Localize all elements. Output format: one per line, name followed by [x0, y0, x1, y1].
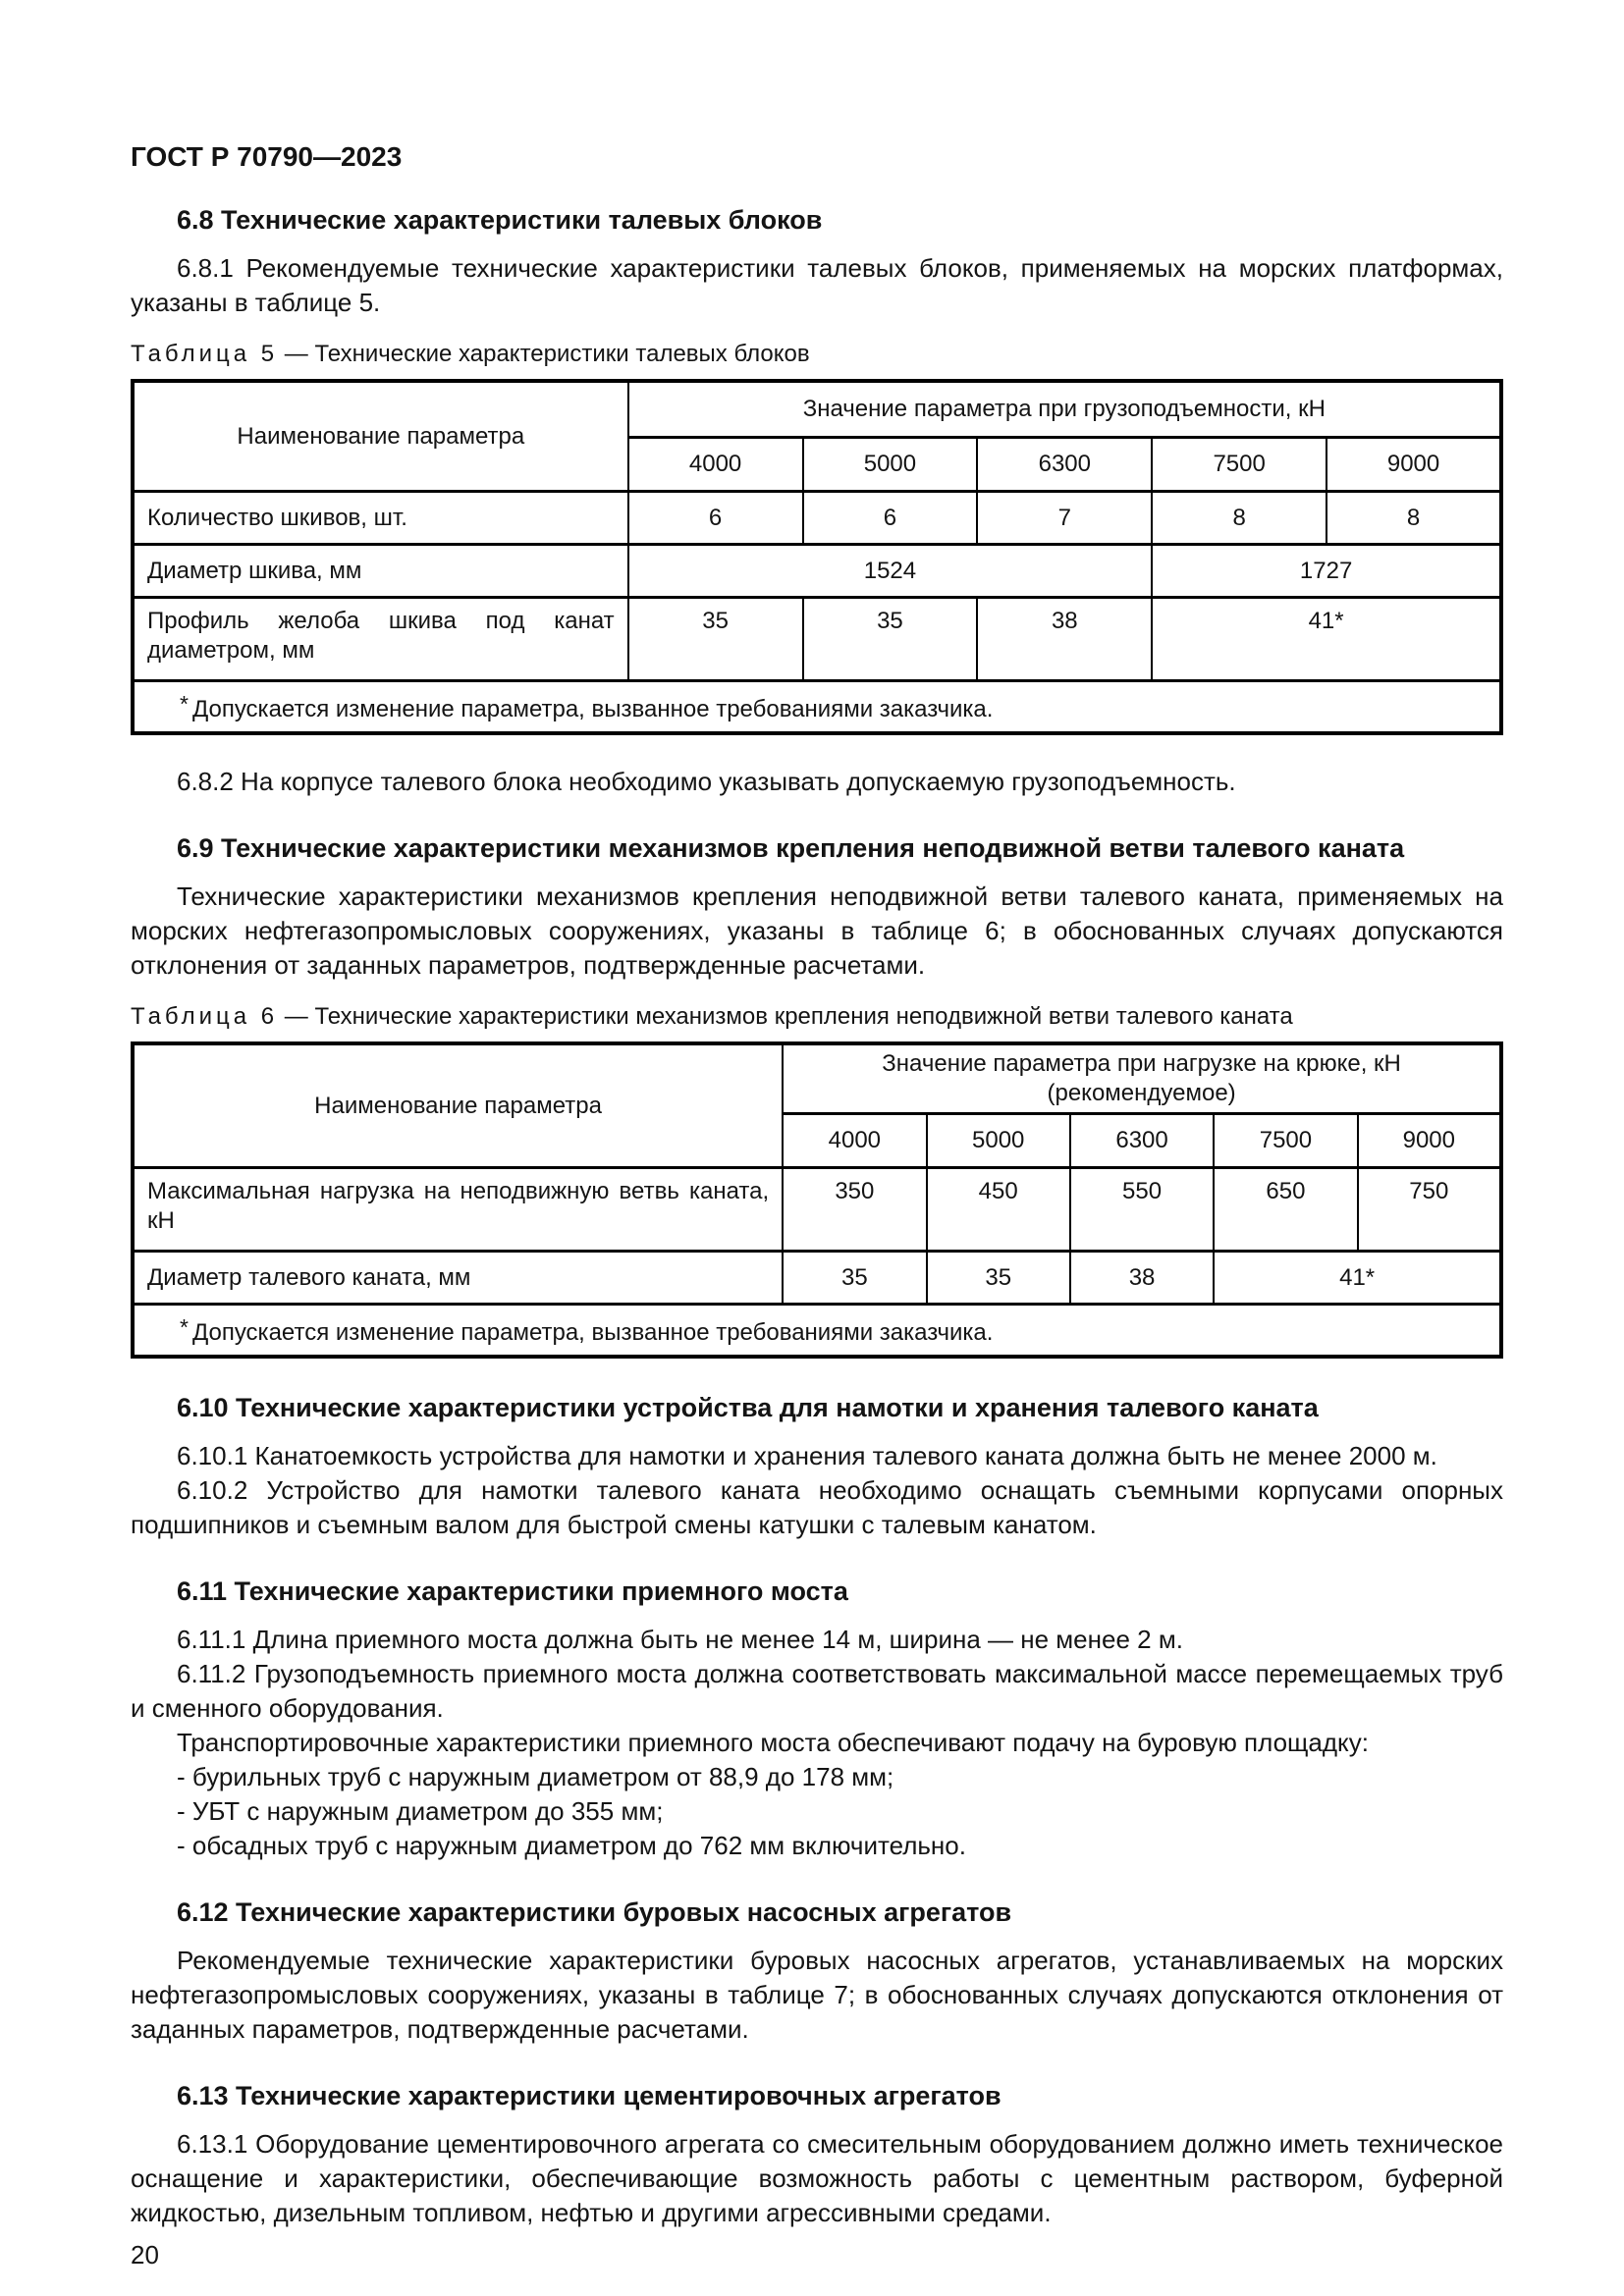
section-6-10-heading: 6.10 Технические характеристики устройства для намотки и хранения талевого каната	[177, 1393, 1319, 1422]
table5-row2-value-1: 1524	[628, 545, 1153, 598]
table5-row-sheave-diameter	[133, 545, 1501, 598]
table5-row1-value-3: 7	[977, 492, 1152, 545]
table5-load-col-3: 6300	[977, 438, 1152, 492]
section-6-8-heading: 6.8 Технические характеристики талевых блоков	[177, 205, 823, 235]
table5-caption-text: — Технические характеристики талевых блоков	[284, 341, 810, 367]
table5-row1-value-2: 6	[803, 492, 978, 545]
paragraph-6-11-transport: Транспортировочные характеристики приемного моста обеспечивают подачу на буровую площадку:	[177, 1728, 1369, 1757]
table6-row-rope-diameter	[133, 1252, 1501, 1305]
page-number: 20	[131, 2240, 159, 2269]
table5-row2-name: Диаметр шкива, мм	[133, 545, 628, 598]
table6-value-header-cell: Значение параметра при нагрузке на крюке, кН (рекомендуемое)	[783, 1043, 1501, 1114]
table6-caption-text: — Технические характеристики механизмов крепления неподвижной ветви талевого каната	[284, 1003, 1293, 1030]
paragraph-6-11-2: 6.11.2 Грузоподъемность приемного моста должна соответствовать максимальной массе перемещаемых труб и сменного оборудования.	[131, 1659, 1503, 1723]
table6-footnote-marker: *	[180, 1314, 189, 1340]
table5-footnote-row	[133, 681, 1501, 734]
table6-caption-label: Таблица 6	[131, 1003, 279, 1030]
section-6-11-heading: 6.11 Технические характеристики приемного моста	[177, 1576, 848, 1606]
paragraph-6-12: Рекомендуемые технические характеристики буровых насосных агрегатов, устанавливаемых на морских нефтегазопромысловых сооружениях, указаны в таблице 7; в обоснованных случаях допускаются отклонения от заданных параметров, подтвержденные расчетами.	[131, 1946, 1503, 2044]
paragraph-6-8-1: 6.8.1 Рекомендуемые технические характеристики талевых блоков, применяемых на морских платформах, указаны в таблице 5.	[131, 253, 1503, 317]
table5-load-col-1: 4000	[628, 438, 803, 492]
table5-row1-name: Количество шкивов, шт.	[133, 492, 628, 545]
paragraph-6-13-1: 6.13.1 Оборудование цементировочного агрегата со смесительным оборудованием должно иметь техническое оснащение и характеристики, обеспечивающие возможность работы с цементным раствором, буферной жидкостью, дизельным топливом, нефтью и другими агрессивными средами.	[131, 2129, 1503, 2227]
table6-row1-value-2: 450	[927, 1168, 1070, 1252]
table6-load-col-2: 5000	[927, 1114, 1070, 1168]
table5-row3-value-3: 38	[977, 598, 1152, 681]
table5-row2-value-2: 1727	[1152, 545, 1501, 598]
table5-footnote-marker: *	[180, 691, 189, 717]
table6-header-row-1	[133, 1043, 1501, 1114]
paragraph-6-10-1: 6.10.1 Канатоемкость устройства для намотки и хранения талевого каната должна быть не менее 2000 м.	[177, 1441, 1437, 1470]
table6-row-max-load	[133, 1168, 1501, 1252]
table5-load-col-4: 7500	[1152, 438, 1326, 492]
table5	[131, 379, 1503, 735]
table6-footnote-row	[133, 1305, 1501, 1358]
table5-row1-value-1: 6	[628, 492, 803, 545]
table6-footnote-text: Допускается изменение параметра, вызванное требованиями заказчика.	[191, 1319, 994, 1346]
section-6-13-heading: 6.13 Технические характеристики цементировочных агрегатов	[177, 2081, 1001, 2110]
table6	[131, 1041, 1503, 1359]
table6-row1-value-4: 650	[1214, 1168, 1357, 1252]
table5-caption-label: Таблица 5	[131, 341, 279, 367]
table5-row3-name: Профиль желоба шкива под канат диаметром, мм	[133, 598, 628, 681]
table6-row1-name: Максимальная нагрузка на неподвижную ветвь каната, кН	[133, 1168, 783, 1252]
table5-caption	[131, 340, 1503, 369]
table5-header-row-1	[133, 381, 1501, 438]
table6-param-header-cell: Наименование параметра	[133, 1043, 783, 1168]
list-item-casing-pipes: - обсадных труб с наружным диаметром до 762 мм включительно.	[177, 1831, 966, 1860]
table5-row-groove-profile	[133, 598, 1501, 681]
table5-load-col-5: 9000	[1326, 438, 1501, 492]
table6-load-col-4: 7500	[1214, 1114, 1357, 1168]
document-code: ГОСТ Р 70790—2023	[131, 141, 403, 172]
table5-row1-value-5: 8	[1326, 492, 1501, 545]
table6-row2-value-1: 35	[783, 1252, 926, 1305]
table5-row3-value-4: 41*	[1152, 598, 1501, 681]
paragraph-6-10-2: 6.10.2 Устройство для намотки талевого каната необходимо оснащать съемными корпусами опорных подшипников и съемным валом для быстрой смены катушки с талевым канатом.	[131, 1475, 1503, 1539]
table6-row1-value-3: 550	[1070, 1168, 1214, 1252]
table6-row2-value-4: 41*	[1214, 1252, 1501, 1305]
table6-load-col-3: 6300	[1070, 1114, 1214, 1168]
table6-caption	[131, 1002, 1503, 1032]
table6-footnote	[133, 1305, 1501, 1358]
table6-row1-value-1: 350	[783, 1168, 926, 1252]
paragraph-6-8-2: 6.8.2 На корпусе талевого блока необходимо указывать допускаемую грузоподъемность.	[177, 767, 1236, 796]
list-item-drill-pipes: - бурильных труб с наружным диаметром от 88,9 до 178 мм;	[177, 1762, 894, 1791]
table5-row3-value-1: 35	[628, 598, 803, 681]
table6-row2-value-3: 38	[1070, 1252, 1214, 1305]
table6-row1-value-5: 750	[1358, 1168, 1501, 1252]
table6-load-col-5: 9000	[1358, 1114, 1501, 1168]
table6-row2-name: Диаметр талевого каната, мм	[133, 1252, 783, 1305]
table6-load-col-1: 4000	[783, 1114, 926, 1168]
table5-row-sheave-count	[133, 492, 1501, 545]
paragraph-6-11-1: 6.11.1 Длина приемного моста должна быть не менее 14 м, ширина — не менее 2 м.	[177, 1625, 1183, 1654]
table5-load-col-2: 5000	[803, 438, 978, 492]
section-6-12-heading: 6.12 Технические характеристики буровых насосных агрегатов	[177, 1897, 1012, 1927]
table5-row3-value-2: 35	[803, 598, 978, 681]
section-6-9-heading: 6.9 Технические характеристики механизмов крепления неподвижной ветви талевого каната	[177, 833, 1405, 863]
list-item-ubt: - УБТ с наружным диаметром до 355 мм;	[177, 1796, 664, 1826]
table6-row2-value-2: 35	[927, 1252, 1070, 1305]
table5-footnote-text: Допускается изменение параметра, вызванное требованиями заказчика.	[191, 696, 994, 722]
table5-row1-value-4: 8	[1152, 492, 1326, 545]
paragraph-6-9: Технические характеристики механизмов крепления неподвижной ветви талевого каната, применяемых на морских нефтегазопромысловых сооружениях, указаны в таблице 6; в обоснованных случаях допускаются отклонения от заданных параметров, подтвержденные расчетами.	[131, 881, 1503, 980]
table5-param-header-cell: Наименование параметра	[133, 381, 628, 492]
table5-value-header-cell: Значение параметра при грузоподъемности, кН	[628, 381, 1501, 438]
table5-footnote	[133, 681, 1501, 734]
